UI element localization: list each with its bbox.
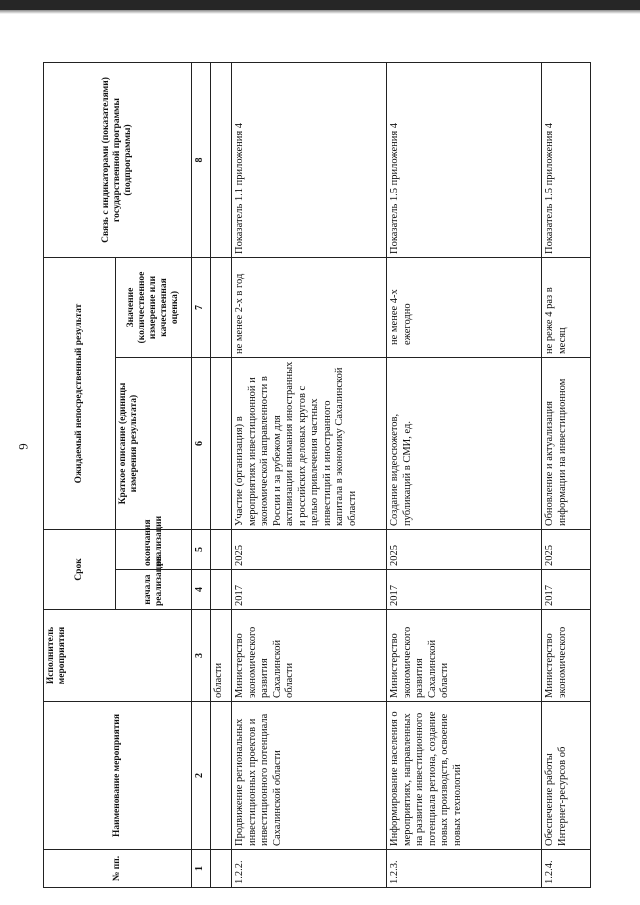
rotated-table-wrapper: [43, 63, 591, 888]
page-number: 6: [15, 443, 31, 450]
indicator-link: Показатель 1.5 приложения 4: [387, 63, 542, 258]
column-number: 1: [192, 850, 211, 888]
header-value: Значение (количественное измерение или качественная оценка): [116, 258, 192, 358]
result-value: не менее 2-х в год: [232, 258, 387, 358]
continuation-text: области: [211, 610, 232, 702]
result-value: не реже 4 раз в месяц: [542, 258, 591, 358]
column-number: 8: [192, 63, 211, 258]
indicator-link: Показатель 1.5 приложения 4: [542, 63, 591, 258]
column-number: 7: [192, 258, 211, 358]
start-year: 2017: [542, 570, 591, 610]
continuation-row: [211, 63, 232, 888]
end-year: 2025: [542, 530, 591, 570]
executor: Министерство экономического развития Сахалинской области: [387, 610, 542, 702]
result-description: Обновление и актуализация информации на инвестиционном: [542, 358, 591, 530]
activities-table: [43, 62, 591, 888]
start-year: 2017: [387, 570, 542, 610]
column-number: 2: [192, 702, 211, 850]
header-indicator-link: Связь с индикаторами (показателями) государственной программы (подпрограммы): [44, 63, 192, 258]
activity-name: Информирование населения о мероприятиях, направленных на развитие инвестиционного потенциала региона, создание новых производств, освоение новых технологий: [387, 702, 542, 850]
row-number: 1.2.4.: [542, 850, 591, 888]
column-number: 3: [192, 610, 211, 702]
header-executor: Исполнитель мероприятия: [44, 610, 192, 702]
header-row-1: [44, 63, 116, 888]
column-number-row: [192, 63, 211, 888]
column-number: 4: [192, 570, 211, 610]
result-value: не менее 4-х ежегодно: [387, 258, 542, 358]
scan-top-edge: [0, 0, 640, 10]
header-term: Срок: [44, 530, 116, 610]
scan-edge-shadow: [0, 10, 640, 14]
start-year: 2017: [232, 570, 387, 610]
executor: Министерство экономического развития Сахалинской области: [232, 610, 387, 702]
header-short-description: Краткое описание (единицы измерения результата): [116, 358, 192, 530]
table-row: [387, 63, 542, 888]
header-expected-result: Ожидаемый непосредственный результат: [44, 258, 116, 530]
result-description: Создание видеосюжетов, публикаций в СМИ, ед.: [387, 358, 542, 530]
end-year: 2025: [232, 530, 387, 570]
header-num: № пп.: [44, 850, 192, 888]
result-description: Участие (организация) в мероприятиях инвестиционной и экономической направленности в России и за рубежом для активизации внимания иностранных и российских деловых кругов с целью привлечения частных инвестиций и иностранного капитала в экономику Сахалинской области: [232, 358, 387, 530]
header-name: Наименование мероприятия: [44, 702, 192, 850]
header-term-end: окончания реализации: [116, 530, 192, 570]
activity-name: Обеспечение работы Интернет-ресурсов об: [542, 702, 591, 850]
executor: Министерство экономического: [542, 610, 591, 702]
table-row: [232, 63, 387, 888]
activity-name: Продвижение региональных инвестиционных проектов и инвестиционного потенциала Сахалинской области: [232, 702, 387, 850]
column-number: 5: [192, 530, 211, 570]
row-number: 1.2.3.: [387, 850, 542, 888]
indicator-link: Показатель 1.1 приложения 4: [232, 63, 387, 258]
column-number: 6: [192, 358, 211, 530]
end-year: 2025: [387, 530, 542, 570]
header-term-start: начала реализации: [116, 570, 192, 610]
row-number: 1.2.2.: [232, 850, 387, 888]
table-row: [542, 63, 591, 888]
